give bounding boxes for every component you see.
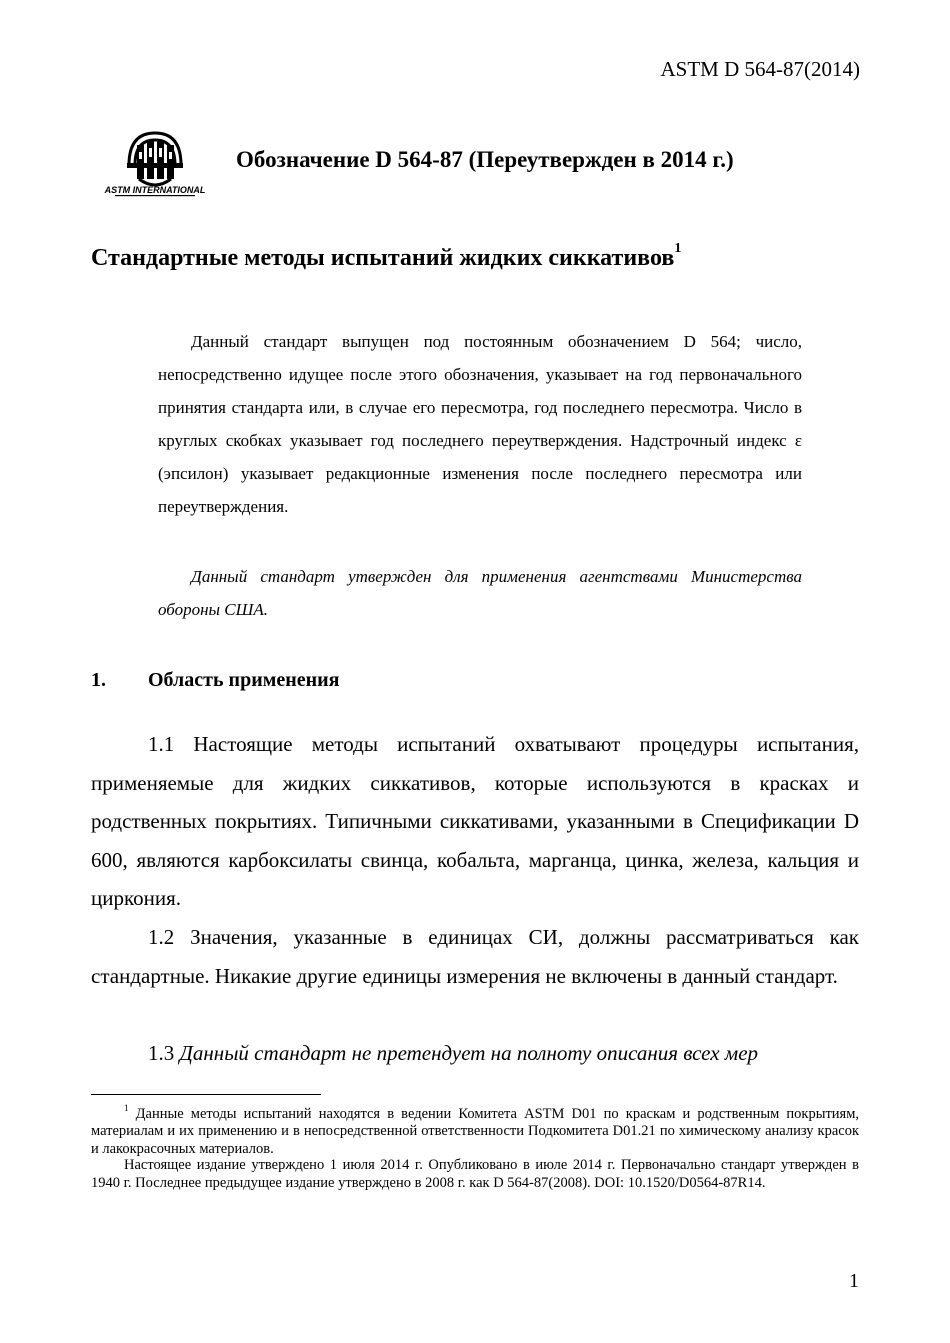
paragraph-1-3-number: 1.3 [148, 1041, 175, 1065]
dod-note [158, 560, 802, 626]
footnote-divider [91, 1094, 321, 1095]
dod-note-text: Данный стандарт утвержден для применения агентствами Министерства обороны США. [158, 567, 802, 619]
paragraph-1-1 [91, 725, 859, 918]
standard-title-text: Стандартные методы испытаний жидких сиккативов [91, 245, 675, 271]
document-id: ASTM D 564-87(2014) [660, 57, 860, 81]
designation-heading: Обозначение D 564-87 (Переутвержден в 2014 г.) [236, 147, 734, 172]
paragraph-1-2-text: 1.2 Значения, указанные в единицах СИ, должны рассматриваться как стандартные. Никакие другие единицы измерения не включены в данный стандарт. [91, 925, 859, 988]
footnote-2-text: Настоящее издание утверждено 1 июля 2014 г. Опубликовано в июле 2014 г. Первоначально стандарт утвержден в 1940 г. Последнее предыдущее издание утверждено в 2008 г. как D 564-87(2008). DOI: 10.1520/D0564-87R14. [91, 1157, 859, 1191]
page-number: 1 [849, 1270, 859, 1292]
astm-logo-icon [104, 125, 206, 199]
paragraph-1-1-text: 1.1 Настоящие методы испытаний охватывают процедуры испытания, применяемые для жидких сиккативов, которые используются в красках и родственных покрытиях. Типичными сиккативами, указанными в Спецификации D 600, являются карбоксилаты свинца, кобальта, марганца, цинка, железа, кальция и циркония. [91, 732, 859, 910]
section-number: 1. [91, 669, 106, 691]
title-footnote-ref: 1 [674, 241, 682, 256]
footnote-2 [91, 1157, 859, 1192]
standard-title [91, 241, 682, 272]
logo-text: ASTM INTERNATIONAL [104, 185, 206, 195]
paragraph-1-3 [91, 1034, 859, 1073]
paragraph-1-3-text: Данный стандарт не претендует на полноту описания всех мер [179, 1041, 759, 1065]
section-title: Область применения [148, 669, 340, 691]
paragraph-1-2 [91, 918, 859, 995]
issue-note [158, 325, 802, 523]
issue-note-text: Данный стандарт выпущен под постоянным обозначением D 564; число, непосредственно идущее после этого обозначения, указывает на год первоначального принятия стандарта или, в случае его пересмотра, год последнего пересмотра. Число в круглых скобках указывает год последнего переутверждения. Надстрочный индекс ε (эпсилон) указывает редакционные изменения после последнего пересмотра или переутверждения. [158, 332, 802, 516]
footnote-1-ref: 1 [124, 1103, 129, 1113]
footnote-1 [91, 1101, 859, 1158]
footnote-1-text: Данные методы испытаний находятся в ведении Комитета ASTM D01 по краскам и родственным покрытиям, материалам и их применению и в непосредственной ответственности Подкомитета D01.21 по химическому анализу красок и лакокрасочных материалов. [91, 1105, 860, 1157]
